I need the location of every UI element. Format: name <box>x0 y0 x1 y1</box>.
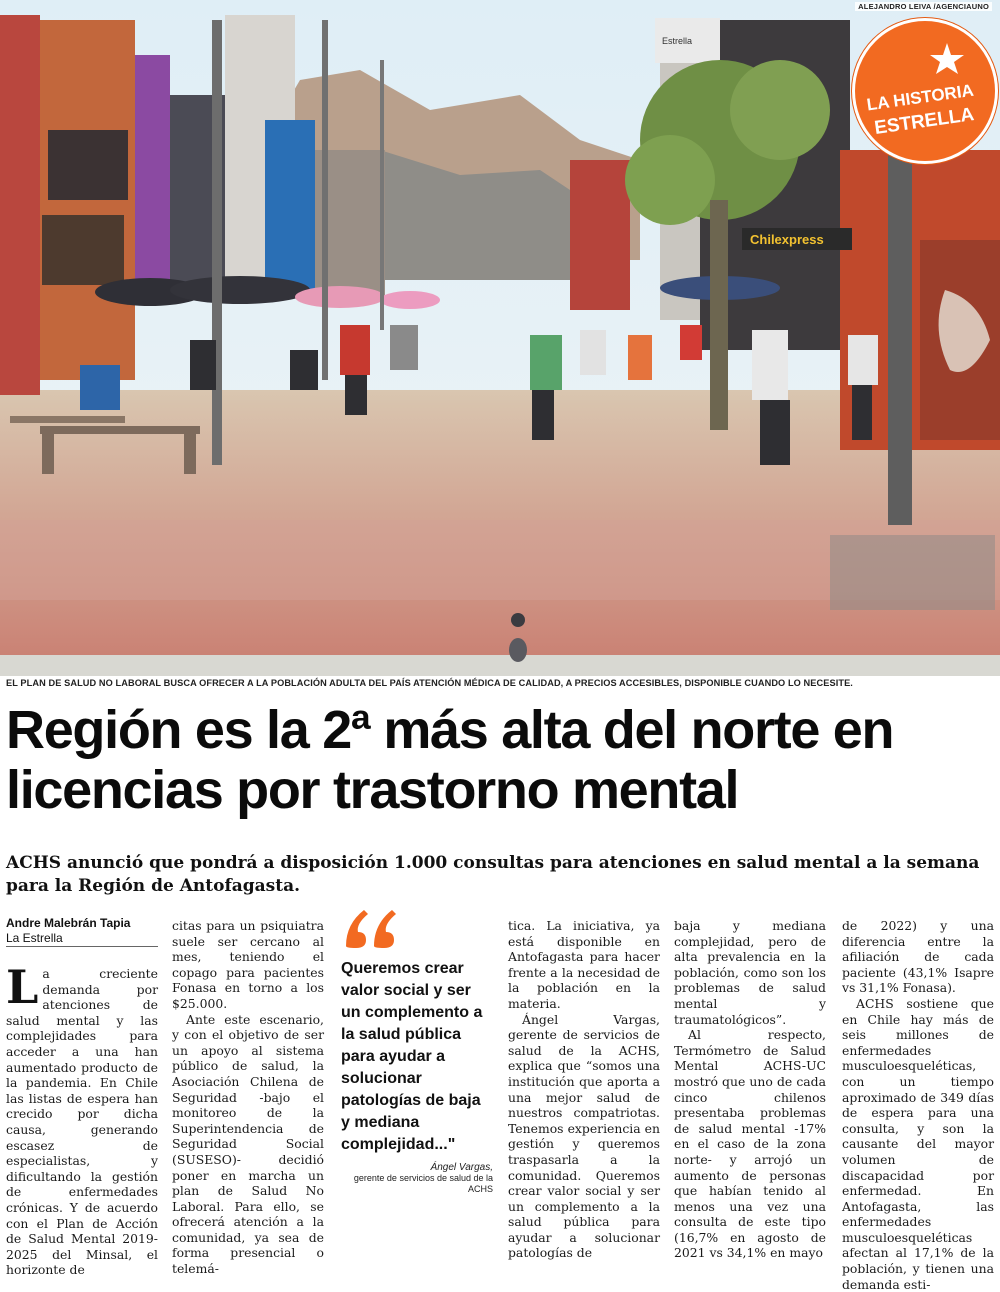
paragraph-text: a creciente demanda por atenciones de salud mental y las complejidades para acceder a una han aumentado producto de la pandemia. En Chile las listas de espera han crecido por dicha causa, generando escasez de especialistas, y dificultando la gestión de enfermedades crónicas. Y de acuerdo con el Plan de Acción de Salud Mental 2019-2025 del Minsal, el horizonte de <box>6 966 158 1278</box>
article-column-4 <box>674 918 826 1261</box>
article-column-3 <box>508 918 660 1261</box>
byline <box>6 916 158 946</box>
paragraph: ACHS sostiene que en Chile hay más de seis millones de enfermedades musculoesqueléticas, con un tiempo aproximado de 349 días de espera para una consulta, y son la causante del mayor volumen de discapacidad por enfermedad. En Antofagasta, las enfermedades musculoesqueléticas afectan al 17,1% de la población, y tienen una demanda esti- <box>842 995 994 1292</box>
article-deck: ACHS anunció que pondrá a disposición 1.000 consultas para atenciones en salud mental a la semana para la Región de Antofagasta. <box>6 853 980 896</box>
byline-divider <box>6 946 158 947</box>
paragraph: Al respecto, Termómetro de Salud Mental ACHS-UC mostró que uno de cada cinco chilenos presentaba problemas de salud mental -17% en el caso de la zona norte- y arrojó un aumento de personas que habían tenido al menos una vez una consulta de este tipo (16,7% en agosto de 2021 vs 34,1% en mayo <box>674 1027 826 1261</box>
author-name: Andre Malebrán Tapia <box>6 916 131 930</box>
paragraph: baja y mediana complejidad, pero de alta prevalencia en la población, como son los problemas de salud mental y traumatológicos”. <box>674 918 826 1027</box>
article-column-2 <box>172 918 324 1277</box>
quote-mark-icon <box>342 906 402 950</box>
paragraph: citas para un psiquiatra suele ser cercano al mes, teniendo el copago para pacientes Fonasa en torno a los $25.000. <box>172 918 324 1011</box>
article-column-1 <box>6 960 158 1278</box>
paragraph <box>6 960 158 1278</box>
paragraph: Ante este escenario, y con el objetivo de ser un apoyo al sistema público de salud, la Asociación Chilena de Seguridad -bajo el monitoreo de la Superintendencia de Seguridad Social (SUSESO)- decidió poner en marcha un plan de Salud No Laboral. Para ello, se ofrecerá atención a la comunidad, ya sea de forma presencial o telemá- <box>172 1011 324 1277</box>
photo-caption: EL PLAN DE SALUD NO LABORAL BUSCA OFRECER A LA POBLACIÓN ADULTA DEL PAÍS ATENCIÓN MÉDICA DE CALIDAD, A PRECIOS ACCESIBLES, DISPONIBLE CUANDO LO NECESITE. <box>6 678 853 688</box>
outlet-name: La Estrella <box>6 931 63 945</box>
paragraph: tica. La iniciativa, ya está disponible en Antofagasta para hacer frente a la necesidad de la población en la materia. <box>508 918 660 1011</box>
badge-line-1: LA HISTORIA <box>865 80 975 115</box>
badge-line-2: ESTRELLA <box>873 104 976 139</box>
story-badge <box>852 18 998 164</box>
page-title: Región es la 2ª más alta del norte en licencias por trastorno mental <box>6 700 894 820</box>
quote-author-role: gerente de servicios de salud de la ACHS <box>353 1173 493 1194</box>
quote-author: Ángel Vargas, <box>430 1162 493 1173</box>
pull-quote-attribution <box>330 1162 493 1195</box>
article-column-5 <box>842 918 994 1292</box>
store-sign-chilexpress: Chilexpress <box>750 232 824 247</box>
paragraph: Ángel Vargas, gerente de servicios de salud de la ACHS, explica que “somos una institución que aporta a una mejor salud de nuestros compatriotas. Tenemos experiencia en gestión y queremos traspasarla a la comunidad. Queremos crear valor social y ser un complemento a la salud pública para ayudar a solucionar patologías de <box>508 1011 660 1261</box>
star-icon <box>855 21 995 161</box>
drop-cap: L <box>6 960 39 1014</box>
paragraph: de 2022) y una diferencia entre la afiliación de cada paciente (43,1% Isapre vs 31,1% Fonasa). <box>842 918 994 996</box>
pull-quote: Queremos crear valor social y ser un complemento a la salud pública para ayudar a solucionar patologías de baja y mediana complejidad..." <box>341 960 483 1153</box>
store-sign-top: Estrella <box>662 36 693 46</box>
photo-credit: ALEJANDRO LEIVA /AGENCIAUNO <box>855 2 992 11</box>
